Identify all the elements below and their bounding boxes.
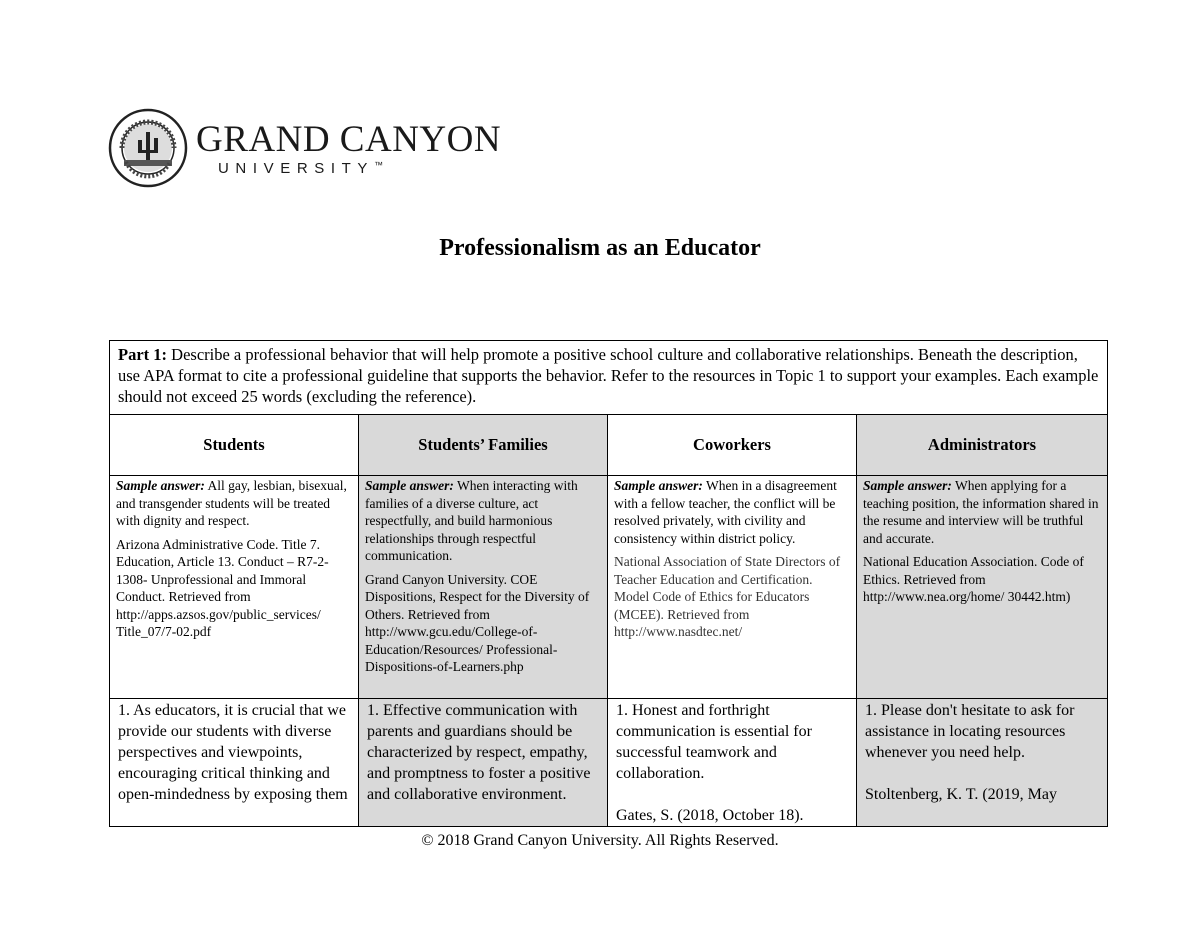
answer-text: 1. Effective communication with parents and guardians should be characterized by respect, empathy, and promptness to foster a positive and collaborative environment.	[367, 701, 591, 803]
assignment-table	[109, 340, 1108, 827]
wordmark-subtitle: UNIVERSITY™	[218, 159, 384, 177]
sample-reference: National Education Association. Code of Ethics. Retrieved from http://www.nea.org/home/ 30442.htm)	[863, 554, 1084, 604]
answer-coworkers[interactable]	[608, 698, 857, 826]
sample-reference: Grand Canyon University. COE Dispositions, Respect for the Diversity of Others. Retrieved from http://www.gcu.edu/College-of-Education/Resources/ Professional-Dispositions-of-Learners.php	[365, 571, 590, 674]
sample-administrators: Sample answer: When applying for a teaching position, the information shared in the resume and interview will be truthful and accurate. National Education Association. Code of Ethics. Retrieved from http://www.nea.org/home/ 30442.htm)	[857, 476, 1108, 699]
header-students: Students	[110, 415, 359, 476]
sample-families: Sample answer: When interacting with families of a diverse culture, act respectfully, and build harmonious relationships through respectful communication. Grand Canyon University. COE Dispositions, Respect for the Diversity of Others. Retrieved from http://www.gcu.edu/College-of-Education/Resources/ Professional-Dispositions-of-Learners.php	[359, 476, 608, 699]
instructions-cell	[110, 341, 1108, 415]
university-seal-icon	[108, 108, 188, 188]
answer-text: 1. As educators, it is crucial that we provide our students with diverse perspectives and viewpoints, encouraging critical thinking and open-mindedness by exposing them	[118, 701, 348, 803]
answer-reference: Gates, S. (2018, October 18).	[616, 806, 804, 824]
copyright-footer: © 2018 Grand Canyon University. All Rights Reserved.	[421, 832, 779, 849]
header-administrators: Administrators	[857, 415, 1108, 476]
header-coworkers: Coworkers	[608, 415, 857, 476]
header-families: Students’ Families	[359, 415, 608, 476]
answer-text: 1. Please don't hesitate to ask for assistance in locating resources whenever you need help.	[865, 701, 1075, 761]
sample-coworkers: Sample answer: When in a disagreement with a fellow teacher, the conflict will be resolved privately, with civility and consistency within district policy. National Association of State Directors of Teacher Education and Certification. Model Code of Ethics for Educators (MCEE). Retrieved from http://www.nasdtec.net/	[608, 476, 857, 699]
instructions-label: Part 1:	[118, 345, 168, 364]
sample-students: Sample answer: All gay, lesbian, bisexual, and transgender students will be treated with dignity and respect. Arizona Administrative Code. Title 7. Education, Article 13. Conduct – R7-2-1308- Unprofessional and Immoral Conduct. Retrieved from http://apps.azsos.gov/public_services/ Title_07/7-02.pdf	[110, 476, 359, 699]
sample-reference: National Association of State Directors of Teacher Education and Certification. Model Code of Ethics for Educators (MCEE). Retrieved from http://www.nasdtec.net/	[614, 554, 841, 639]
answer-students[interactable]	[110, 698, 359, 826]
page-title: Professionalism as an Educator	[439, 235, 761, 261]
sample-reference: Arizona Administrative Code. Title 7. Education, Article 13. Conduct – R7-2-1308- Unprofessional and Immoral Conduct. Retrieved from http://apps.azsos.gov/public_services/ Title_07/7-02.pdf	[116, 536, 329, 639]
university-wordmark	[196, 120, 501, 177]
answer-administrators[interactable]	[857, 698, 1108, 826]
wordmark-name: GRAND CANYON	[196, 118, 502, 160]
answer-reference: Stoltenberg, K. T. (2019, May	[865, 785, 1057, 803]
answer-families[interactable]	[359, 698, 608, 826]
instructions-text: Describe a professional behavior that will help promote a positive school culture and collaborative relationships. Beneath the description, use APA format to cite a professional guideline that supports the behavior. Refer to the resources in Topic 1 to support your examples. Each example should not exceed 25 words (excluding the reference).	[118, 345, 1099, 406]
gcu-logo	[108, 108, 501, 188]
answer-text: 1. Honest and forthright communication is essential for successful teamwork and collaboration.	[616, 701, 812, 782]
